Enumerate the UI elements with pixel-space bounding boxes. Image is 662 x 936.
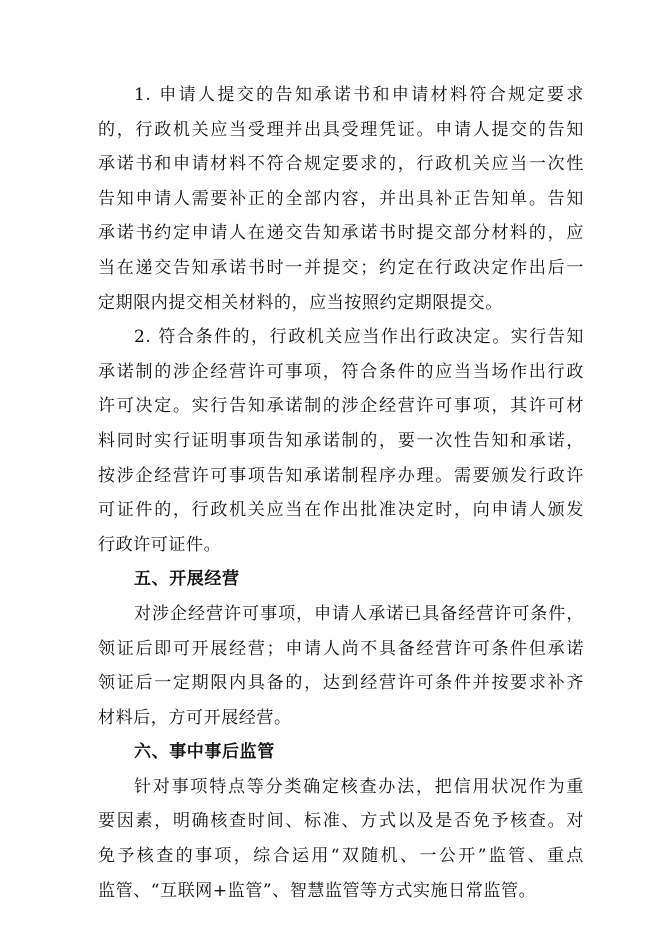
paragraph-line: 免予核查的事项，综合运用“双随机、一公开”监管、重点 (98, 846, 584, 867)
paragraph-line: 许可决定。实行告知承诺制的涉企经营许可事项，其许可材 (98, 396, 584, 417)
paragraph-line: 1. 申请人提交的告知承诺书和申请材料符合规定要求 (134, 85, 584, 105)
paragraph-line: 定期限内提交相关材料的，应当按照约定期限提交。 (98, 292, 503, 313)
paragraph-line: 承诺书约定申请人在递交告知承诺书时提交部分材料的，应 (98, 223, 584, 244)
paragraph-line: 监管、“互联网+监管”、智慧监管等方式实施日常监管。 (98, 880, 537, 901)
paragraph-line: 对涉企经营许可事项，申请人承诺已具备经营许可条件， (134, 603, 584, 624)
paragraph-line: 针对事项特点等分类确定核查办法，把信用状况作为重 (134, 776, 584, 797)
paragraph-2 (98, 320, 584, 562)
paragraph-line: 的，行政机关应当受理并出具受理凭证。申请人提交的告知 (98, 119, 584, 140)
paragraph-3 (98, 597, 584, 735)
paragraph-line: 领证后一定期限内具备的，达到经营许可条件并按要求补齐 (98, 673, 584, 694)
paragraph-line: 可证件的，行政机关应当在作出批准决定时，向申请人颁发 (98, 500, 584, 521)
paragraph-1 (98, 78, 584, 320)
section-heading-5: 五、开展经营 (134, 569, 240, 590)
paragraph-line: 料同时实行证明事项告知承诺制的，要一次性告知和承诺， (98, 430, 584, 451)
paragraph-line: 告知申请人需要补正的全部内容，并出具补正告知单。告知 (98, 188, 584, 209)
paragraph-line: 承诺书和申请材料不符合规定要求的，行政机关应当一次性 (98, 154, 584, 175)
paragraph-line: 要因素，明确核查时间、标准、方式以及是否免予核查。对 (98, 811, 584, 832)
paragraph-4 (98, 770, 584, 908)
paragraph-line: 承诺制的涉企经营许可事项，符合条件的应当当场作出行政 (98, 361, 584, 382)
paragraph-line: 行政许可证件。 (98, 534, 222, 555)
paragraph-line: 2. 符合条件的，行政机关应当作出行政决定。实行告知 (134, 327, 584, 348)
section-heading-6: 六、事中事后监管 (134, 742, 275, 763)
paragraph-line: 材料后，方可开展经营。 (98, 707, 292, 728)
document-page (98, 78, 584, 908)
paragraph-line: 领证后即可开展经营；申请人尚不具备经营许可条件但承诺 (98, 638, 584, 659)
paragraph-line: 按涉企经营许可事项告知承诺制程序办理。需要颁发行政许 (98, 465, 584, 486)
paragraph-line: 当在递交告知承诺书时一并提交；约定在行政决定作出后一 (98, 257, 584, 278)
